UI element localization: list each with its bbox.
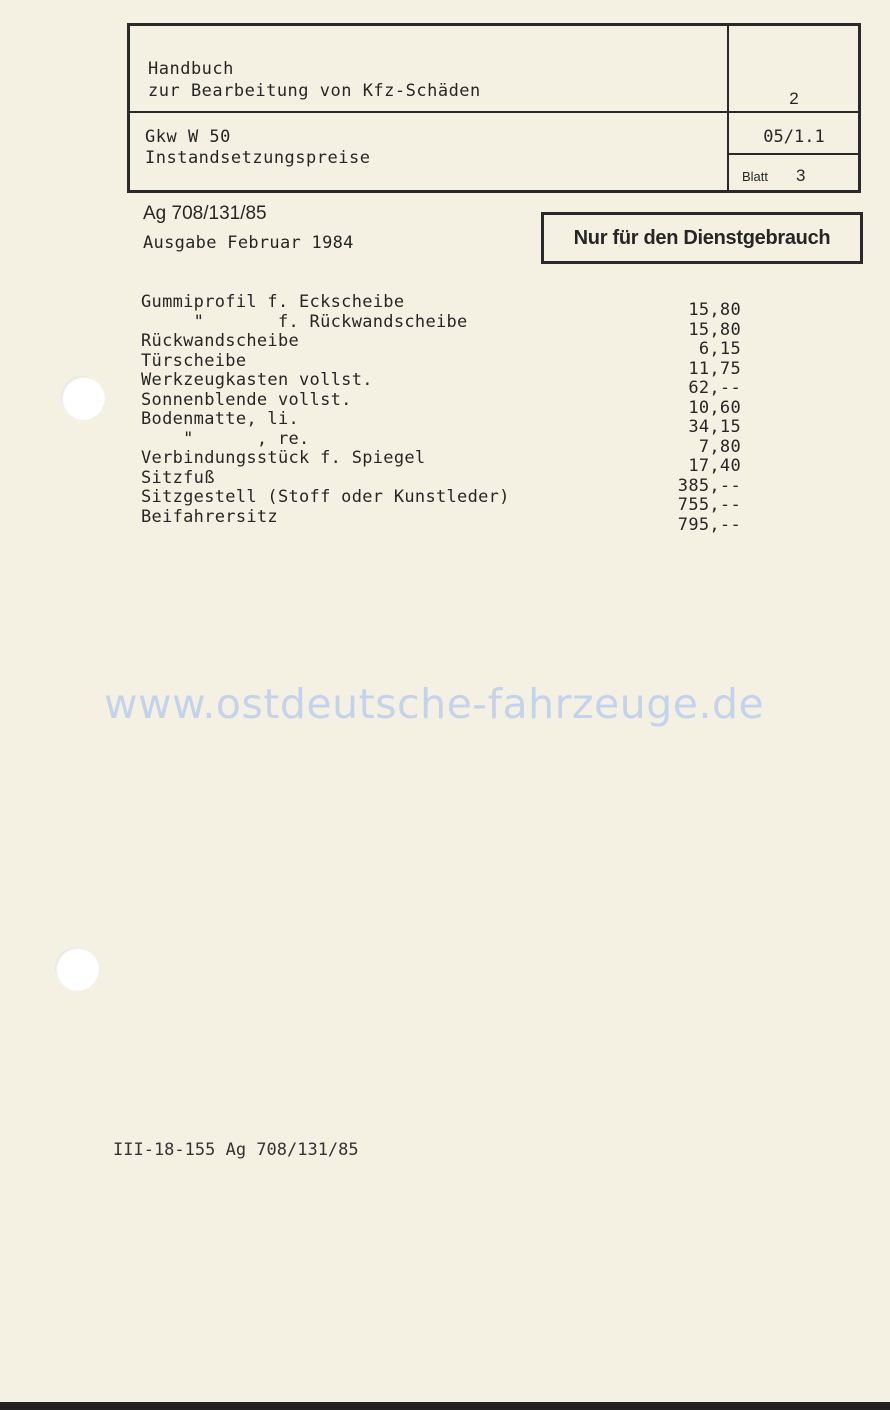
item-name: Türscheibe xyxy=(141,350,247,371)
item-name: " f. Rückwandscheibe xyxy=(141,311,468,332)
punch-hole xyxy=(61,376,105,420)
header-divider-blatt xyxy=(727,153,858,155)
price-list-item xyxy=(141,448,761,476)
item-price: 15,80 xyxy=(688,300,741,320)
price-list-item xyxy=(141,350,761,379)
price-list-item xyxy=(141,370,761,398)
item-price: 795,-- xyxy=(677,514,741,535)
handbook-title-line1: Handbuch xyxy=(148,59,234,79)
footer-reference: III-18-155 Ag 708/131/85 xyxy=(113,1140,359,1160)
price-list-item xyxy=(141,292,761,320)
price-list-item xyxy=(141,487,761,515)
edition-date: Ausgabe Februar 1984 xyxy=(143,233,354,253)
item-price: 7,80 xyxy=(698,436,741,457)
handbook-title-line2: zur Bearbeitung von Kfz-Schäden xyxy=(148,81,481,101)
item-price: 62,-- xyxy=(688,378,741,398)
item-name: Gummiprofil f. Eckscheibe xyxy=(141,292,405,312)
item-name: Bodenmatte, li. xyxy=(141,409,300,429)
item-price: 15,80 xyxy=(688,319,741,340)
vehicle-name: Gkw W 50 xyxy=(145,127,231,147)
item-name: " , re. xyxy=(141,428,310,449)
restricted-use-stamp: Nur für den Dienstgebrauch xyxy=(541,212,863,264)
item-name: Rückwandscheibe xyxy=(141,331,300,351)
item-name: Sonnenblende vollst. xyxy=(141,389,352,410)
item-price: 11,75 xyxy=(688,358,741,379)
ag-number: Ag 708/131/85 xyxy=(143,203,267,224)
item-name: Sitzgestell (Stoff oder Kunstleder) xyxy=(141,487,510,507)
item-name: Sitzfuß xyxy=(141,467,215,488)
punch-hole xyxy=(55,947,99,991)
item-price: 6,15 xyxy=(698,339,741,359)
item-name: Verbindungsstück f. Spiegel xyxy=(141,448,426,468)
price-list-item xyxy=(141,467,761,496)
item-name: Beifahrersitz xyxy=(141,506,278,527)
item-name: Werkzeugkasten vollst. xyxy=(141,370,373,390)
watermark: www.ostdeutsche-fahrzeuge.de xyxy=(104,680,765,728)
price-list-item xyxy=(141,409,761,437)
price-list xyxy=(141,292,761,535)
document-subject: Instandsetzungspreise xyxy=(145,148,371,168)
item-price: 755,-- xyxy=(677,495,741,515)
section-number: 05/1.1 xyxy=(763,127,825,147)
header-divider-horizontal xyxy=(130,111,858,113)
blatt-number: 3 xyxy=(796,166,806,185)
price-list-item xyxy=(141,428,761,457)
price-list-item xyxy=(141,506,761,535)
item-price: 34,15 xyxy=(688,417,741,437)
item-price: 17,40 xyxy=(688,456,741,476)
page-bottom-edge xyxy=(0,1402,890,1410)
blatt-label: Blatt xyxy=(742,169,769,184)
price-list-item xyxy=(141,331,761,359)
price-list-item xyxy=(141,389,761,418)
header-box xyxy=(127,23,861,193)
price-list-item xyxy=(141,311,761,340)
chapter-number: 2 xyxy=(789,89,799,108)
item-price: 10,60 xyxy=(688,397,741,418)
item-price: 385,-- xyxy=(677,475,741,496)
